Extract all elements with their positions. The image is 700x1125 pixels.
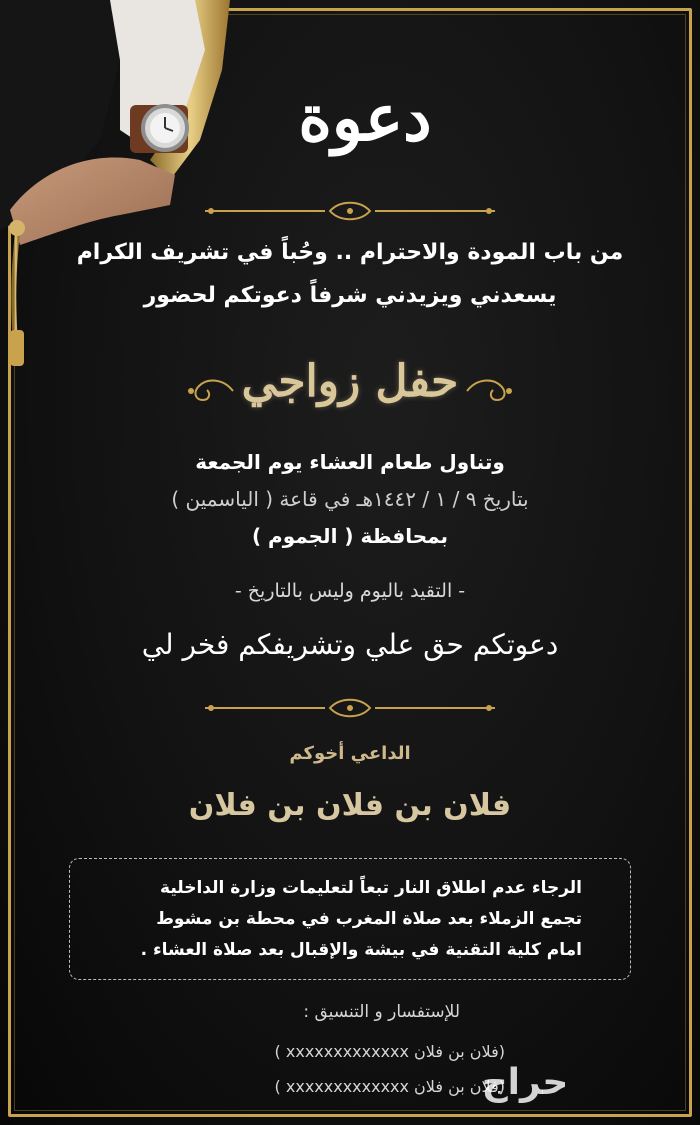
host-name: فلان بن فلان بن فلان <box>188 788 512 823</box>
haraj-watermark: حراج <box>481 1062 569 1103</box>
ornament-divider-top <box>205 200 495 222</box>
title-calligraphy <box>285 52 445 182</box>
notice-line-3: امام كلية التقنية في بيشة والإقبال بعد صلاة العشاء . <box>140 940 582 960</box>
honor-line: دعوتكم حق علي وتشريفكم فخر لي <box>141 628 559 661</box>
dinner-line: وتناول طعام العشاء يوم الجمعة <box>195 450 505 474</box>
notice-line-1: الرجاء عدم اطلاق النار تبعاً لتعليمات وزارة الداخلية <box>160 878 582 898</box>
left-flourish-icon <box>185 374 235 408</box>
date-note: - التقيد باليوم وليس بالتاريخ - <box>234 580 466 602</box>
event-title-block <box>185 352 515 430</box>
contact-item: (فلان بن فلان xxxxxxxxxxxxx ) <box>274 1077 505 1096</box>
date-venue-line: بتاريخ ٩ / ١ / ١٤٤٢هـ في قاعة ( الياسمين ) <box>171 487 529 511</box>
notice-box <box>69 858 631 980</box>
title-text: دعوة <box>298 81 432 156</box>
intro-line-1: من باب المودة والاحترام .. وحُباً في تشريف الكرام <box>76 240 624 265</box>
contact-item: (فلان بن فلان xxxxxxxxxxxxx ) <box>274 1042 505 1061</box>
province-line: بمحافظة ( الجموم ) <box>251 524 449 548</box>
intro-line-2: يسعدني ويزيدني شرفاً دعوتكم لحضور <box>143 283 557 308</box>
contact-heading: للإستفسار و التنسيق : <box>303 1002 460 1022</box>
host-label: الداعي أخوكم <box>289 743 411 764</box>
ornament-divider-bottom <box>205 697 495 719</box>
event-name: حفل زواجي <box>241 356 459 407</box>
groom-photo <box>0 0 250 380</box>
notice-line-2: تجمع الزملاء بعد صلاة المغرب في محطة بن مشوط <box>156 909 582 929</box>
right-flourish-icon <box>465 374 515 408</box>
